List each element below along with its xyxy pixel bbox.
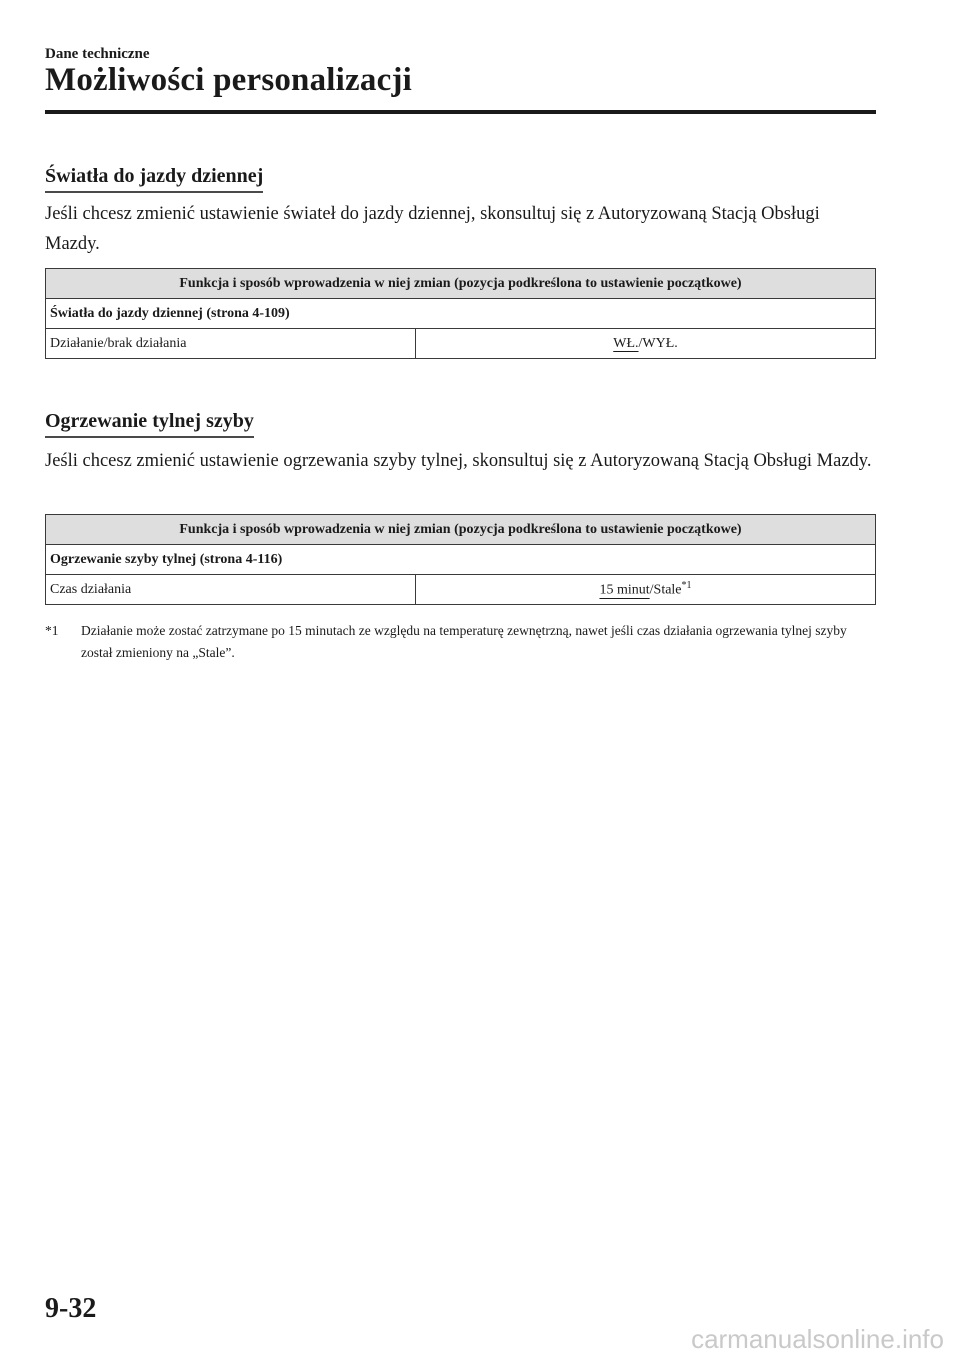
title-divider xyxy=(45,110,876,114)
table-subheader: Ogrzewanie szyby tylnej (strona 4-116) xyxy=(46,545,876,575)
table-header: Funkcja i sposób wprowadzenia w niej zmian (pozycja podkreślona to ustawienie początkowe) xyxy=(46,269,876,299)
page-title: Możliwości personalizacji xyxy=(45,62,413,98)
table-row-value xyxy=(416,575,876,605)
footnote xyxy=(45,620,875,664)
table-row-label: Działanie/brak działania xyxy=(46,329,416,359)
table-row-value xyxy=(416,329,876,359)
default-option: WŁ. xyxy=(613,335,639,351)
page-number: 9-32 xyxy=(45,1293,97,1324)
footnote-mark: *1 xyxy=(45,623,59,638)
chapter-label: Dane techniczne xyxy=(45,46,150,62)
table-subheader: Światła do jazdy dziennej (strona 4-109) xyxy=(46,299,876,329)
settings-table-daytime-lights xyxy=(45,268,876,359)
other-option: /WYŁ. xyxy=(638,335,678,351)
table-header: Funkcja i sposób wprowadzenia w niej zmian (pozycja podkreślona to ustawienie początkowe) xyxy=(46,515,876,545)
section-text-daytime-lights: Jeśli chcesz zmienić ustawienie świateł do jazdy dziennej, skonsultuj się z Autoryzowaną Stacją Obsługi Mazdy. xyxy=(45,204,820,254)
settings-table-rear-defogger xyxy=(45,514,876,605)
section-text-rear-defogger: Jeśli chcesz zmienić ustawienie ogrzewania szyby tylnej, skonsultuj się z Autoryzowaną Stacją Obsługi Mazdy. xyxy=(45,451,872,471)
default-option: 15 minut xyxy=(599,582,650,598)
section-heading-rear-defogger: Ogrzewanie tylnej szyby xyxy=(45,410,254,438)
section-heading-daytime-lights: Światła do jazdy dziennej xyxy=(45,165,263,193)
table-row-label: Czas działania xyxy=(46,575,416,605)
footnote-text: Działanie może zostać zatrzymane po 15 minutach ze względu na temperaturę zewnętrzną, nawet jeśli czas działania ogrzewania tylnej szyby został zmieniony na „Stale”. xyxy=(81,623,847,660)
footnote-ref: *1 xyxy=(681,580,692,592)
other-option: /Stale xyxy=(649,582,682,598)
watermark: carmanualsonline.info xyxy=(691,1324,944,1354)
